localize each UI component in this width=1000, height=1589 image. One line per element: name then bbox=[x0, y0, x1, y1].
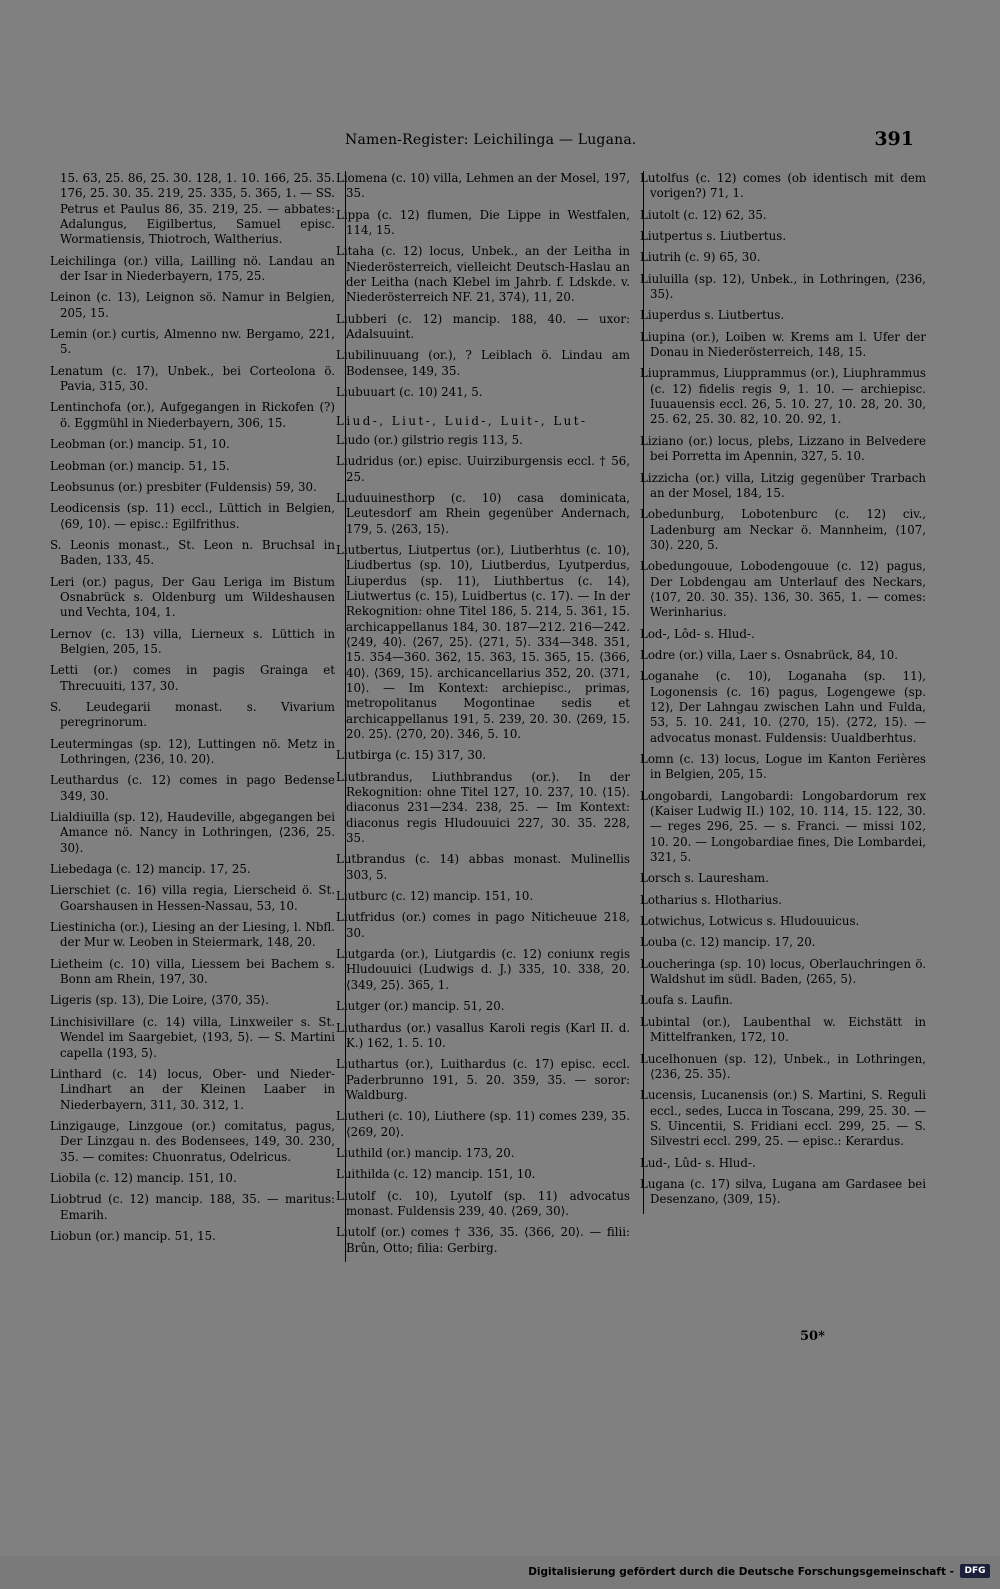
index-entry: Lucensis, Lucanensis (or.) S. Martini, S. Reguli eccl., sedes, Lucca in Toscana, 299, 25. 30. — S. Uincentii, S. Fridiani eccl. 299, 25. — S. Silvestri eccl. 299, 25. — episc.: Kerardus. bbox=[640, 1088, 926, 1149]
index-entry: Letti (or.) comes in pagis Grainga et Threcuuiti, 137, 30. bbox=[50, 663, 335, 693]
index-entry: Lomn (c. 13) locus, Logue im Kanton Ferières in Belgien, 205, 15. bbox=[640, 752, 926, 782]
letter-group-heading: Liud-, Liut-, Luid-, Luit-, Lut- bbox=[336, 414, 588, 429]
index-entry: Liuperdus s. Liutbertus. bbox=[640, 308, 785, 323]
index-entry: Leri (or.) pagus, Der Gau Leriga im Bistum Osnabrück s. Oldenburg um Wildeshausen und Vechta, 104, 1. bbox=[50, 574, 335, 620]
index-entry: Litaha (c. 12) locus, Unbek., an der Leitha in Niederösterreich, vielleicht Deutsch-Haslau an der Leitha (nach Klebel im Jahrb. f. Ldskde. v. Niederösterreich NF. 21, 374), 11, 20. bbox=[336, 244, 630, 305]
index-entry: Lietheim (c. 10) villa, Liessem bei Bachem s. Bonn am Rhein, 197, 30. bbox=[50, 956, 335, 987]
digitization-credit: Digitalisierung gefördert durch die Deutsche Forschungsgemeinschaft - bbox=[528, 1566, 954, 1578]
index-entry: Liutolf (or.) comes † 336, 35. ⟨366, 20⟩. — filii: Brûn, Otto; filia: Gerbirg. bbox=[336, 1225, 630, 1255]
index-entry: Lutbrandus (c. 14) abbas monast. Mulinellis 303, 5. bbox=[336, 852, 630, 882]
signature-mark: 50* bbox=[800, 1329, 825, 1344]
index-entry: Liutbertus, Liutpertus (or.), Liutberhtus (c. 10), Liudbertus (sp. 10), Liutberdus, Lyutperdus, Liuperdus (sp. 11), Liuthbertus (c. 14), Liutwertus (c. 15), Luidbertus (c. 17). — In der Rekognition: ohne Titel 186, 5. 214, 5. 361, 15. archicappellanus 184, 30. 187—212. 216—242. ⟨249, 40⟩. ⟨267, 25⟩. ⟨271, 5⟩. 334—348. 351, 15. 354—360. 362, 15. 363, 15. 365, 15. ⟨366, 40⟩. ⟨369, 15⟩. archicancellarius 352, 20. ⟨371, 10⟩. — Im Kontext: archiepisc., primas, metropolitanus Mogontinae sedis et archicappellanus 191, 5. 239, 20. 30. ⟨269, 15. 20. 25⟩. ⟨270, 20⟩. 346, 5. 10. bbox=[336, 542, 630, 741]
index-entry: Liebedaga (c. 12) mancip. 17, 25. bbox=[50, 862, 251, 877]
index-entry: Liobila (c. 12) mancip. 151, 10. bbox=[50, 1170, 237, 1185]
index-entry: Luithilda (c. 12) mancip. 151, 10. bbox=[336, 1167, 536, 1182]
index-entry: Liuduuinesthorp (c. 10) casa dominicata, Leutesdorf am Rhein gegenüber Andernach, 179, 5. ⟨263, 15⟩. bbox=[336, 490, 630, 536]
index-entry: S. Leudegarii monast. s. Vivarium peregrinorum. bbox=[50, 699, 335, 730]
index-entry: Liziano (or.) locus, plebs, Lizzano in Belvedere bei Porretta im Apennin, 327, 5. 10. bbox=[640, 433, 926, 464]
index-entry: Lernov (c. 13) villa, Lierneux s. Lüttich in Belgien, 205, 15. bbox=[50, 626, 335, 656]
index-entry: Leutermingas (sp. 12), Luttingen nö. Metz in Lothringen, ⟨236, 10. 20⟩. bbox=[50, 736, 335, 766]
index-entry: Liutheri (c. 10), Liuthere (sp. 11) comes 239, 35. ⟨269, 20⟩. bbox=[336, 1109, 630, 1139]
index-entry: Lenatum (c. 17), Unbek., bei Corteolona ö. Pavia, 315, 30. bbox=[50, 363, 335, 394]
index-entry: Lod-, Lôd- s. Hlud-. bbox=[640, 626, 755, 641]
index-entry: Lobedunburg, Lobotenburc (c. 12) civ., Ladenburg am Neckar ö. Mannheim, ⟨107, 30⟩. 220, 5. bbox=[640, 507, 926, 552]
index-entry: Liutpertus s. Liutbertus. bbox=[640, 229, 787, 244]
index-entry: Lubintal (or.), Laubenthal w. Eichstätt in Mittelfranken, 172, 10. bbox=[640, 1014, 926, 1045]
index-entry: Liobtrud (c. 12) mancip. 188, 35. — maritus: Emarih. bbox=[50, 1192, 335, 1222]
index-entry: Liobun (or.) mancip. 51, 15. bbox=[50, 1228, 216, 1243]
index-entry: Liomena (c. 10) villa, Lehmen an der Mosel, 197, 35. bbox=[336, 171, 630, 201]
index-entry: Leobman (or.) mancip. 51, 15. bbox=[50, 458, 230, 473]
index-entry: 15. 63, 25. 86, 25. 30. 128, 1. 10. 166, 25. 35. 176, 25. 30. 35. 219, 25. 335, 5. 365, 1. — SS. Petrus et Paulus 86, 35. 219, 25. — abbates: Adalungus, Eigilbertus, Samuel episc. Wormatiensis, Thiotroch, Waltherius. bbox=[60, 171, 335, 247]
index-entry: Liutbrandus, Liuthbrandus (or.). In der Rekognition: ohne Titel 127, 10. 237, 10. ⟨15⟩. diaconus 231—234. 238, 25. — Im Kontext: diaconus regis Hludouuici 227, 30. 35. 228, 35. bbox=[336, 769, 630, 846]
index-entry: Leobsunus (or.) presbiter (Fuldensis) 59, 30. bbox=[50, 479, 317, 494]
index-entry: Leobman (or.) mancip. 51, 10. bbox=[50, 437, 230, 452]
index-entry: Loufa s. Laufin. bbox=[640, 993, 733, 1008]
index-entry: Lizzicha (or.) villa, Litzig gegenüber Trarbach an der Mosel, 184, 15. bbox=[640, 470, 926, 500]
index-entry: Liuluilla (sp. 12), Unbek., in Lothringen, ⟨236, 35⟩. bbox=[640, 271, 926, 302]
footer-bar bbox=[0, 1556, 1000, 1589]
index-entry: Liubuuart (c. 10) 241, 5. bbox=[336, 385, 483, 400]
index-entry: Leinon (c. 13), Leignon sö. Namur in Belgien, 205, 15. bbox=[50, 290, 335, 320]
page-number: 391 bbox=[874, 128, 914, 150]
index-entry: Leodicensis (sp. 11) eccl., Lüttich in Belgien, ⟨69, 10⟩. — episc.: Egilfrithus. bbox=[50, 501, 335, 531]
index-entry: Liutolt (c. 12) 62, 35. bbox=[640, 207, 767, 222]
index-entry: Liubberi (c. 12) mancip. 188, 40. — uxor: Adalsuuint. bbox=[336, 311, 630, 342]
index-entry: Lobedungouue, Lobodengouue (c. 12) pagus, Der Lobdengau am Unterlauf des Neckars, ⟨107, 20. 30. 35⟩. 136, 30. 365, 1. — comes: Werinharius. bbox=[640, 559, 926, 620]
index-entry: Longobardi, Langobardi: Longobardorum rex (Kaiser Ludwig II.) 102, 10. 114, 15. 122, 30. — reges 296, 25. — s. Franci. — missi 102, 10. 20. — Longobardiae fines, Die Lombardei, 321, 5. bbox=[640, 788, 926, 865]
index-entry: Liutbirga (c. 15) 317, 30. bbox=[336, 748, 487, 763]
index-column-2 bbox=[336, 171, 630, 1262]
index-entry: Louba (c. 12) mancip. 17, 20. bbox=[640, 935, 816, 950]
index-entry: Lentinchofa (or.), Aufgegangen in Rickofen (?) ö. Eggmühl in Niederbayern, 306, 15. bbox=[50, 400, 335, 430]
index-entry: Lemin (or.) curtis, Almenno nw. Bergamo, 221, 5. bbox=[50, 327, 335, 357]
index-entry: Liutfridus (or.) comes in pago Niticheuue 218, 30. bbox=[336, 910, 630, 940]
index-entry: Liuprammus, Liupprammus (or.), Liuphrammus (c. 12) fidelis regis 9, 1. 10. — archiepisc. Iuuauensis eccl. 26, 5. 10. 27, 10. 28, 20. 30, 25. 62, 25. 30. 82, 10. 20. 92, 1. bbox=[640, 366, 926, 427]
index-entry: Liuthild (or.) mancip. 173, 20. bbox=[336, 1145, 515, 1160]
index-entry: Lierschiet (c. 16) villa regia, Lierscheid ö. St. Goarshausen in Hessen-Nassau, 53, 10. bbox=[50, 883, 335, 913]
index-entry: Liubilinuuang (or.), ? Leiblach ö. Lindau am Bodensee, 149, 35. bbox=[336, 348, 630, 378]
index-entry: Liutolf (c. 10), Lyutolf (sp. 11) advocatus monast. Fuldensis 239, 40. ⟨269, 30⟩. bbox=[336, 1188, 630, 1218]
index-entry: Lotharius s. Hlotharius. bbox=[640, 892, 783, 907]
index-entry: Lotwichus, Lotwicus s. Hludouuicus. bbox=[640, 914, 860, 929]
index-entry: Ligeris (sp. 13), Die Loire, ⟨370, 35⟩. bbox=[50, 993, 269, 1008]
index-entry: Lutolfus (c. 12) comes (ob identisch mit dem vorigen?) 71, 1. bbox=[640, 171, 926, 201]
dfg-logo: DFG bbox=[960, 1564, 990, 1578]
index-entry: Lorsch s. Lauresham. bbox=[640, 871, 769, 886]
index-entry: Liutburc (c. 12) mancip. 151, 10. bbox=[336, 889, 534, 904]
index-entry: Linzigauge, Linzgoue (or.) comitatus, pagus, Der Linzgau n. des Bodensees, 149, 30. 230, 35. — comites: Chuonratus, Odelricus. bbox=[50, 1118, 335, 1164]
index-entry: Lippa (c. 12) flumen, Die Lippe in Westfalen, 114, 15. bbox=[336, 207, 630, 238]
index-entry: Linthard (c. 14) locus, Ober- und Nieder-Lindhart an der Kleinen Laaber in Niederbayern, 311, 30. 312, 1. bbox=[50, 1066, 335, 1112]
index-entry: Loganahe (c. 10), Loganaha (sp. 11), Logonensis (c. 16) pagus, Logengewe (sp. 12), Der Lahngau zwischen Lahn und Fulda, 53, 5. 10. 241, 10. ⟨270, 15⟩. ⟨272, 15⟩. — advocatus monast. Fuldensis: Uualdberhtus. bbox=[640, 669, 926, 745]
index-entry: Lugana (c. 17) silva, Lugana am Gardasee bei Desenzano, ⟨309, 15⟩. bbox=[640, 1176, 926, 1207]
index-entry: Liutger (or.) mancip. 51, 20. bbox=[336, 999, 505, 1014]
index-entry: Liudo (or.) gilstrio regis 113, 5. bbox=[336, 432, 523, 447]
index-entry: Leuthardus (c. 12) comes in pago Bedense 349, 30. bbox=[50, 773, 335, 803]
index-column-3 bbox=[640, 171, 926, 1214]
index-entry: Liuthardus (or.) vasallus Karoli regis (Karl II. d. K.) 162, 1. 5. 10. bbox=[336, 1020, 630, 1050]
index-entry: Liestinicha (or.), Liesing an der Liesing, l. Nbfl. der Mur w. Leoben in Steiermark, 148, 20. bbox=[50, 920, 335, 950]
index-entry: Lialdiuilla (sp. 12), Haudeville, abgegangen bei Amance nö. Nancy in Lothringen, ⟨236, 25. 30⟩. bbox=[50, 810, 335, 855]
index-entry: Liuthartus (or.), Luithardus (c. 17) episc. eccl. Paderbrunno 191, 5. 20. 359, 35. — soror: Waldburg. bbox=[336, 1057, 630, 1102]
index-entry: Liutrih (c. 9) 65, 30. bbox=[640, 250, 761, 265]
index-entry: Liupina (or.), Loiben w. Krems am l. Ufer der Donau in Niederösterreich, 148, 15. bbox=[640, 329, 926, 360]
index-entry: Liutgarda (or.), Liutgardis (c. 12) coniunx regis Hludouuici (Ludwigs d. J.) 335, 10. 338, 20. ⟨349, 25⟩. 365, 1. bbox=[336, 947, 630, 992]
index-entry: Linchisivillare (c. 14) villa, Linxweiler s. St. Wendel im Saargebiet, ⟨193, 5⟩. — S. Martini capella ⟨193, 5⟩. bbox=[50, 1014, 335, 1060]
index-entry: Loucheringa (sp. 10) locus, Oberlauchringen ö. Waldshut im südl. Baden, ⟨265, 5⟩. bbox=[640, 956, 926, 987]
index-entry: S. Leonis monast., St. Leon n. Bruchsal in Baden, 133, 45. bbox=[50, 537, 335, 568]
running-title: Namen-Register: Leichilinga — Lugana. bbox=[345, 132, 637, 148]
page-header bbox=[0, 128, 1000, 154]
index-column-1 bbox=[50, 171, 335, 1250]
index-entry: Lucelhonuen (sp. 12), Unbek., in Lothringen, ⟨236, 25. 35⟩. bbox=[640, 1051, 926, 1081]
index-entry: Lodre (or.) villa, Laer s. Osnabrück, 84, 10. bbox=[640, 647, 898, 662]
index-entry: Leichilinga (or.) villa, Lailling nö. Landau an der Isar in Niederbayern, 175, 25. bbox=[50, 253, 335, 284]
index-entry: Lud-, Lûd- s. Hlud-. bbox=[640, 1155, 756, 1170]
index-entry: Liudridus (or.) episc. Uuirziburgensis eccl. † 56, 25. bbox=[336, 454, 630, 484]
